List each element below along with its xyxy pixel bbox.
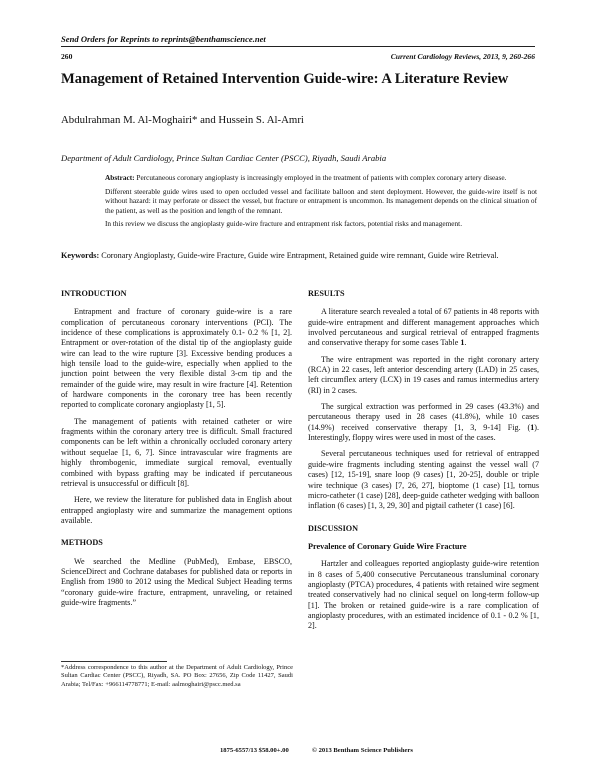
methods-paragraph-1: We searched the Medline (PubMed), Embase, EBSCO, ScienceDirect and Cochrane databases for published data or reports in English from 1980 to 2012 using the Medical Subject Heading terms “coronary guide-wire fracture, entrapment, unraveling, or retained guide-wire fragments.” [61, 556, 292, 607]
discussion-heading: DISCUSSION [308, 523, 359, 533]
results-p3-text: The surgical extraction was performed in 29 cases (43.3%) and percutaneous therapy used in 28 cases (41.8%), while 10 cases (14.9%) received conservative therapy [1, 3, 9-14] Fig. ( [308, 402, 539, 432]
introduction-paragraph-2: The management of patients with retained catheter or wire fragments within the coronary artery tree is difficult. Small fractured components can be left within a chronically occluded coronary artery without sequelae [1, 6, 7]. Since intravascular wire fragments are highly thrombogenic, immediate surgical removal, eventually combined with bypass grafting may be indicated if percutaneous retrieval is unsuccessful or difficult [8]. [61, 416, 292, 488]
figure-ref[interactable]: 1 [530, 422, 535, 432]
left-column [61, 289, 292, 614]
author-list: Abdulrahman M. Al-Moghairi* and Hussein S. Al-Amri [61, 114, 304, 126]
correspondence-footnote: *Address correspondence to this author at the Department of Adult Cardiology, Prince Sultan Cardiac Center (PSCC), Riyadh, SA. PO Box: 27656, Zip Code 11427, Saudi Arabia; Tel/Fax: +966114778771; E-mail: aalmoghairi@pscc.med.sa [61, 664, 293, 688]
abstract-text-1: Percutaneous coronary angioplasty is increasingly employed in the treatment of patients with complex coronary artery disease. [136, 173, 507, 182]
methods-heading: METHODS [61, 538, 103, 548]
discussion-paragraph-1: Hartzler and colleagues reported angioplasty guide-wire retention in 8 cases of 5,400 consecutive Percutaneous transluminal coronary angioplasty (PTCA) procedures, 4 patients with retained wire segment treated conservatively had no clinical sequel on long-term follow-up [1]. The broken or retained guide-wire is a rare complication of angioplasty procedures, with an estimated incidence of 0.1 - 0.2 % [1, 2]. [308, 559, 539, 631]
reprint-notice: Send Orders for Reprints to reprints@benthamscience.net [61, 34, 266, 44]
keywords-label: Keywords: [61, 251, 100, 260]
introduction-paragraph-3: Here, we review the literature for published data in English about entrapped angioplasty wire and summarize the management options available. [61, 495, 292, 525]
copyright: © 2013 Bentham Science Publishers [312, 747, 413, 754]
results-p1-text: A literature search revealed a total of 67 patients in 48 reports with guide-wire entrapment and different management approaches which involved percutaneous and surgical retrieval of entrapped fragments and conservative therapy for some cases Table [308, 307, 539, 348]
abstract [105, 173, 537, 233]
introduction-paragraph-1: Entrapment and fracture of coronary guide-wire is a rare complication of percutaneous coronary interventions (PCI). The incidence of these complications is approximately 0.1- 0.2 % [1, 2]. Entrapment or over-rotation of the distal tip of the angioplasty guide wire can lead to the wire rupture [3]. Excessive bending produces a high tensile load to the guide-wire, especially when applied to the junction point between the very flexible distal 3-cm tip and the remainder of the guide wire, may result in wire fracture [4]. Retention of hardware components in the coronary tree has been recently reported to complicate coronary angioplasty [1, 5]. [61, 307, 292, 410]
introduction-heading: INTRODUCTION [61, 289, 127, 298]
abstract-paragraph-3: In this review we discuss the angioplasty guide-wire fracture and entrapment risk factors, potential risks and management. [105, 219, 463, 229]
issn-price: 1875-6557/13 $58.00+.00 [220, 747, 289, 754]
affiliation: Department of Adult Cardiology, Prince Sultan Cardiac Center (PSCC), Riyadh, Saudi Arabia [61, 153, 387, 163]
abstract-paragraph-1 [105, 173, 537, 183]
abstract-label: Abstract: [105, 173, 135, 182]
results-paragraph-1 [308, 307, 539, 348]
keywords [61, 251, 539, 261]
keywords-text: Coronary Angioplasty, Guide-wire Fracture, Guide wire Entrapment, Retained guide wire remnant, Guide wire Retrieval. [101, 251, 499, 260]
journal-citation: Current Cardiology Reviews, 2013, 9, 260-266 [390, 52, 535, 61]
right-column [308, 289, 539, 638]
abstract-paragraph-2: Different steerable guide wires used to open occluded vessel and facilitate balloon and stent deployment. However, the guide-wire itself is not without hazard: it may perforate or dissect the vessel, but fracture or entrapment is uncommon. Its management depends on the clinical situation of the patient, as well as the position and length of the remnant. [105, 186, 537, 215]
page-number: 260 [61, 52, 73, 61]
results-paragraph-2: The wire entrapment was reported in the right coronary artery (RCA) in 22 cases, left anterior descending artery (LAD) in 25 cases, left circumflex artery (LCX) in 19 cases and ramus intermedius artery (RI) in 2 cases. [308, 354, 539, 395]
article-title: Management of Retained Intervention Guide-wire: A Literature Review [61, 71, 509, 87]
table-ref[interactable]: 1 [460, 338, 465, 348]
header-rule [61, 46, 535, 47]
results-p3-end: ). Interestingly, floppy wires were used in most of the cases. [308, 422, 539, 443]
results-paragraph-4: Several percutaneous techniques used for retrieval of entrapped guide-wire fragments including stenting against the vessel wall (7 cases) [12, 15-19], snare loop (9 cases) [1, 20-25], double or triple wire technique (3 cases) [7, 26, 27], bioptome (1 case) [1], tornus micro-catheter (1 case) [28], deep-guide catheter wedging with balloon inflation (6 cases) [1, 3, 29, 30] and pigtail catheter (1 case) [6]. [308, 449, 539, 511]
results-p1-end: . [464, 338, 467, 348]
results-paragraph-3 [308, 402, 539, 443]
prevalence-subheading: Prevalence of Coronary Guide Wire Fracture [308, 541, 467, 551]
footnote-rule [61, 661, 167, 662]
results-heading: RESULTS [308, 289, 345, 298]
